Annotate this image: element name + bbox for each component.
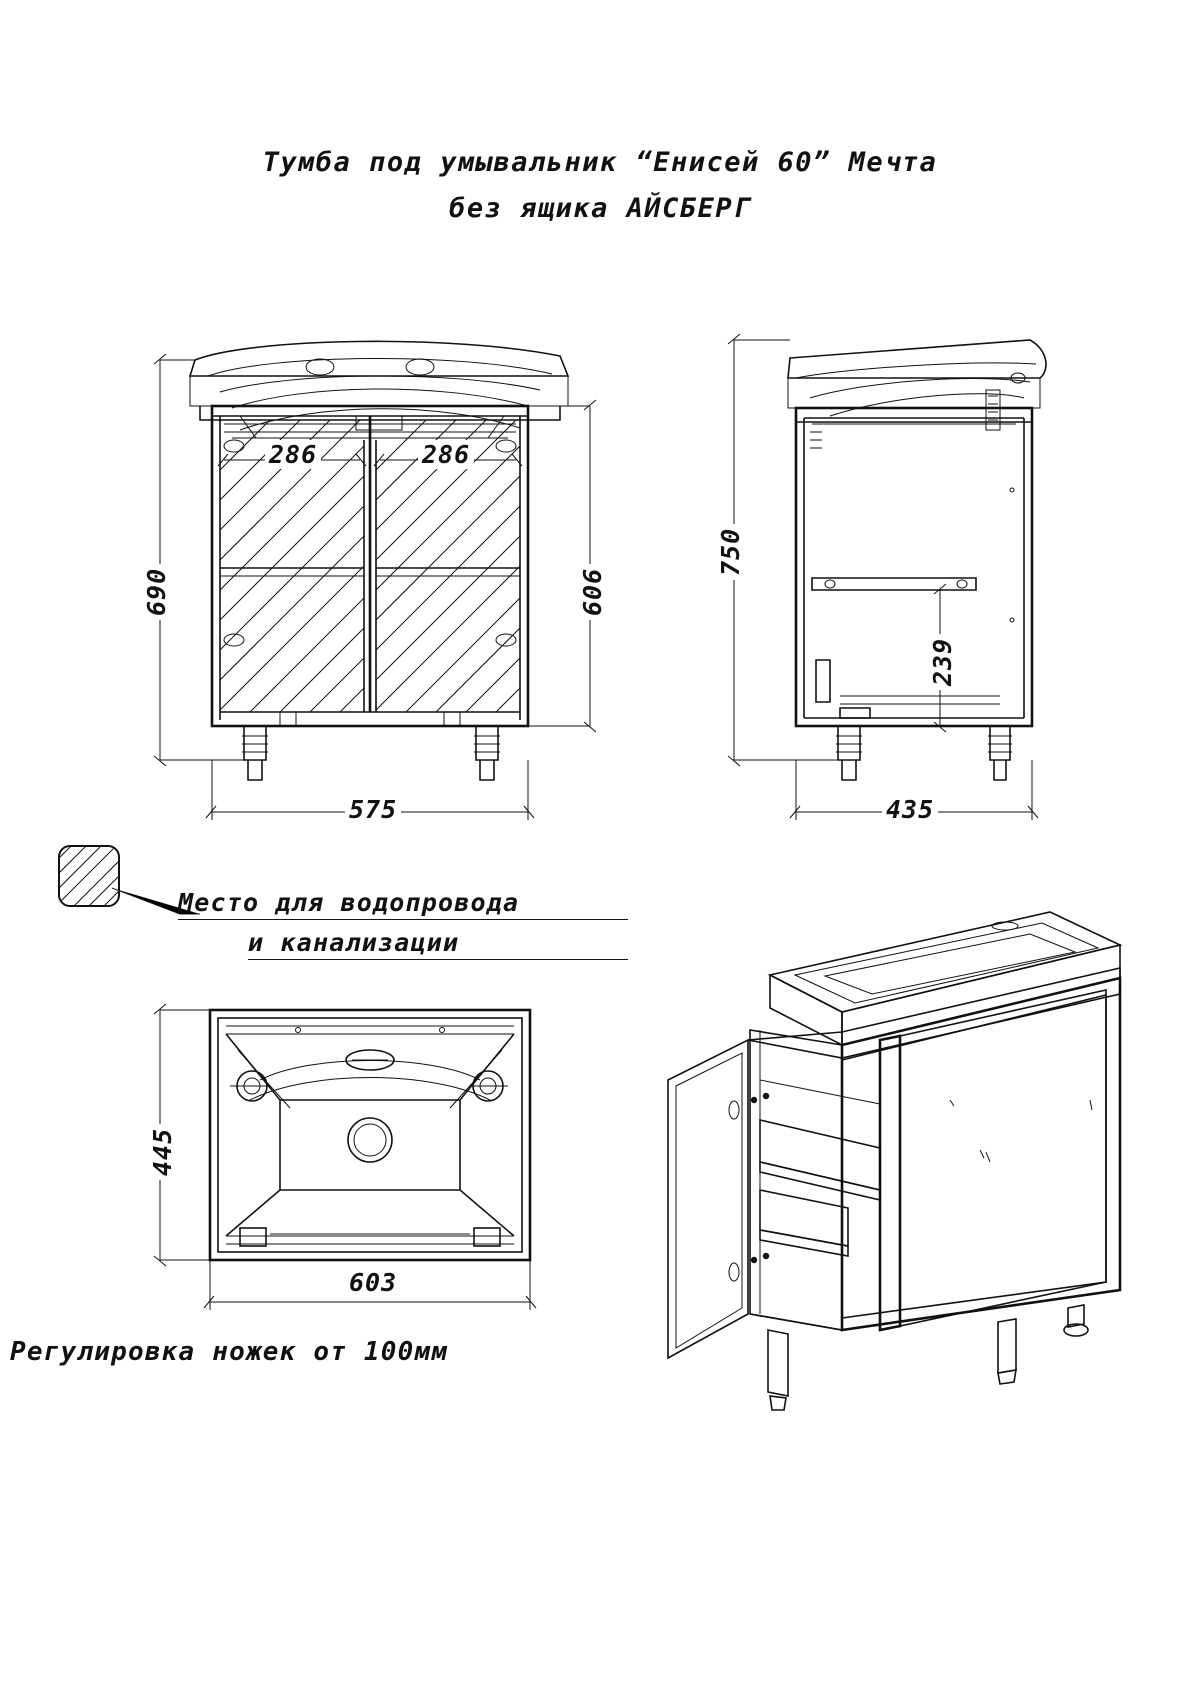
- title-line-1: Тумба под умывальник “Енисей 60” Мечта: [262, 147, 938, 178]
- side-depth-435: 435: [882, 795, 938, 824]
- front-height-690: 690: [142, 564, 171, 620]
- plumbing-note-line-1: Место для водопровода: [178, 888, 628, 920]
- side-inner-height-239: 239: [928, 634, 957, 690]
- page-title: [0, 140, 1200, 232]
- front-width-575: 575: [345, 795, 401, 824]
- front-view-drawing: [120, 320, 640, 840]
- side-height-750: 750: [716, 524, 745, 580]
- plumbing-note-line-2: и канализации: [248, 928, 628, 960]
- door-left-width-286: 286: [265, 440, 321, 469]
- isometric-view-drawing: [650, 890, 1170, 1450]
- top-width-603: 603: [345, 1268, 401, 1297]
- title-line-2: без ящика АЙСБЕРГ: [449, 193, 751, 224]
- top-depth-445: 445: [148, 1124, 177, 1180]
- side-view-drawing: [700, 320, 1130, 840]
- front-body-height-606: 606: [578, 564, 607, 620]
- legs-adjust-note: Регулировка ножек от 100мм: [10, 1337, 449, 1367]
- door-right-width-286: 286: [418, 440, 474, 469]
